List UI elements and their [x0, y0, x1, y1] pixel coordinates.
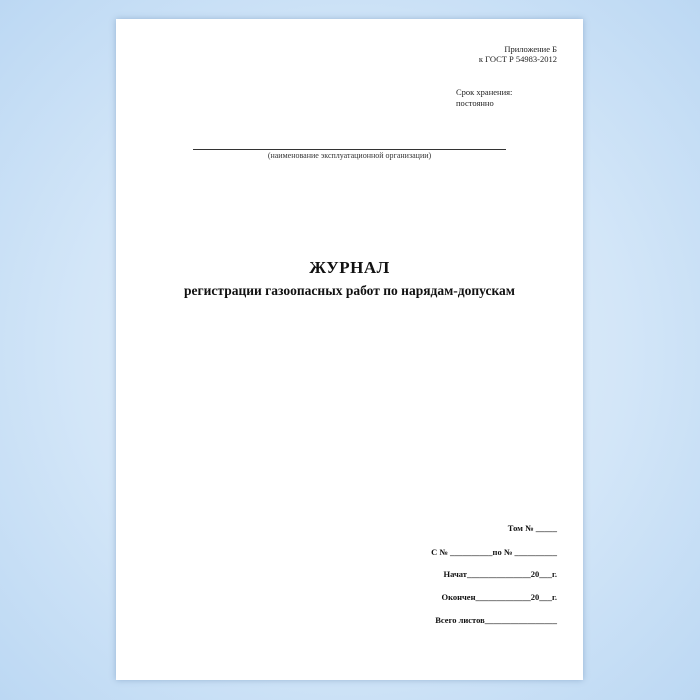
storage-label: Срок хранения:: [456, 87, 513, 97]
number-range-field: С № __________по № __________: [431, 547, 557, 557]
started-date-field: Начат_______________20___г.: [443, 569, 557, 579]
organization-name-line: [193, 149, 506, 150]
finished-date-field: Окончен_____________20___г.: [441, 592, 557, 602]
storage-value: постоянно: [456, 98, 494, 108]
document-title: ЖУРНАЛ: [309, 258, 390, 277]
journal-cover-page: [116, 19, 583, 680]
annex-reference: [479, 44, 557, 64]
volume-field: Том № _____: [507, 523, 557, 533]
annex-line-1: Приложение Б: [504, 44, 557, 54]
document-subtitle: регистрации газоопасных работ по нарядам-допускам: [184, 283, 515, 298]
annex-line-2: к ГОСТ Р 54983-2012: [478, 54, 557, 64]
storage-period: [456, 87, 512, 109]
total-sheets-field: Всего листов_________________: [435, 615, 557, 625]
organization-caption: (наименование эксплуатационной организации): [267, 151, 432, 160]
